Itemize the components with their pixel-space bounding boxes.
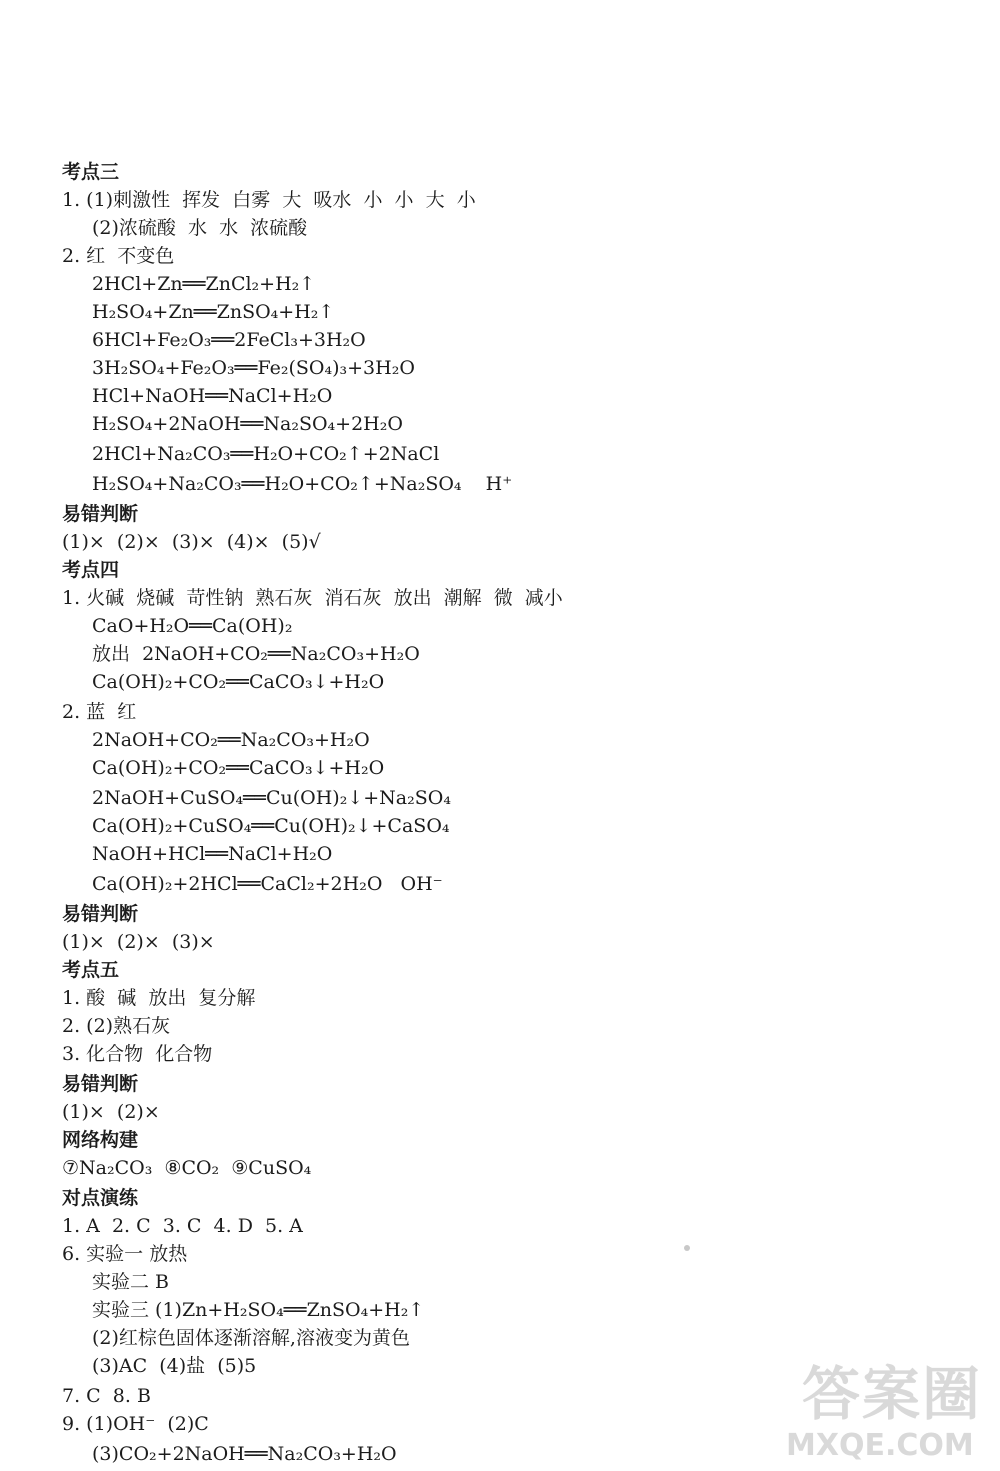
- section-heading: 考点五: [62, 959, 120, 981]
- answer-line: (2)红棕色固体逐渐溶解,溶液变为黄色: [92, 1327, 410, 1349]
- equation-line: 放出 2NaOH+CO₂══Na₂CO₃+H₂O: [92, 643, 420, 665]
- answer-line: 1. 酸 碱 放出 复分解: [62, 987, 256, 1009]
- equation-line: H₂SO₄+Na₂CO₃══H₂O+CO₂↑+Na₂SO₄ H⁺: [92, 473, 513, 495]
- answer-line: 实验二 B: [92, 1271, 170, 1293]
- watermark-url: MXQE.COM: [786, 1428, 974, 1463]
- answer-line: 实验三 (1)Zn+H₂SO₄══ZnSO₄+H₂↑: [92, 1299, 425, 1321]
- answer-line: (2)浓硫酸 水 水 浓硫酸: [92, 217, 308, 239]
- equation-line: 2NaOH+CuSO₄══Cu(OH)₂↓+Na₂SO₄: [92, 787, 451, 809]
- equation-line: CaO+H₂O══Ca(OH)₂: [92, 615, 293, 637]
- equation-line: H₂SO₄+Zn══ZnSO₄+H₂↑: [92, 301, 335, 323]
- answer-line: 1. 火碱 烧碱 苛性钠 熟石灰 消石灰 放出 潮解 微 减小: [62, 587, 563, 609]
- equation-line: NaOH+HCl══NaCl+H₂O: [92, 843, 333, 865]
- equation-line: 2HCl+Zn══ZnCl₂+H₂↑: [92, 273, 316, 295]
- answer-line: 9. (1)OH⁻ (2)C: [62, 1413, 209, 1435]
- answer-line: (1)× (2)×: [62, 1101, 160, 1123]
- answer-line: (1)× (2)× (3)× (4)× (5)√: [62, 531, 321, 553]
- answer-line: 1. A 2. C 3. C 4. D 5. A: [62, 1215, 303, 1237]
- equation-line: 2NaOH+CO₂══Na₂CO₃+H₂O: [92, 729, 370, 751]
- equation-line: 3H₂SO₄+Fe₂O₃══Fe₂(SO₄)₃+3H₂O: [92, 357, 415, 379]
- answer-line: 6. 实验一 放热: [62, 1243, 188, 1265]
- watermark-logo: [782, 1335, 982, 1465]
- equation-line: H₂SO₄+2NaOH══Na₂SO₄+2H₂O: [92, 413, 403, 435]
- equation-line: Ca(OH)₂+CO₂══CaCO₃↓+H₂O: [92, 671, 385, 693]
- section-heading: 易错判断: [62, 1073, 139, 1095]
- answer-line: 7. C 8. B: [62, 1385, 151, 1407]
- equation-line: Ca(OH)₂+CuSO₄══Cu(OH)₂↓+CaSO₄: [92, 815, 450, 837]
- section-heading: 易错判断: [62, 503, 139, 525]
- section-heading: 考点三: [62, 161, 120, 183]
- answer-line: 1. (1)刺激性 挥发 白雾 大 吸水 小 小 大 小: [62, 189, 476, 211]
- section-heading: 考点四: [62, 559, 120, 581]
- equation-line: (3)CO₂+2NaOH══Na₂CO₃+H₂O: [92, 1443, 397, 1465]
- equation-line: HCl+NaOH══NaCl+H₂O: [92, 385, 333, 407]
- section-heading: 对点演练: [62, 1187, 139, 1209]
- section-heading: 网络构建: [62, 1129, 139, 1151]
- watermark-mark: 答案圈: [802, 1360, 983, 1428]
- equation-line: Ca(OH)₂+CO₂══CaCO₃↓+H₂O: [92, 757, 385, 779]
- equation-line: 6HCl+Fe₂O₃══2FeCl₃+3H₂O: [92, 329, 366, 351]
- answer-line: 3. 化合物 化合物: [62, 1043, 213, 1065]
- answer-line: 2. 蓝 红: [62, 701, 137, 723]
- answer-line: 2. (2)熟石灰: [62, 1015, 171, 1037]
- answer-line: ⑦Na₂CO₃ ⑧CO₂ ⑨CuSO₄: [62, 1157, 312, 1179]
- answer-line: (1)× (2)× (3)×: [62, 931, 215, 953]
- equation-line: 2HCl+Na₂CO₃══H₂O+CO₂↑+2NaCl: [92, 443, 440, 465]
- equation-line: Ca(OH)₂+2HCl══CaCl₂+2H₂O OH⁻: [92, 873, 443, 895]
- scan-speck: [684, 1245, 690, 1251]
- answer-line: 2. 红 不变色: [62, 245, 175, 267]
- answer-line: (3)AC (4)盐 (5)5: [92, 1355, 257, 1377]
- section-heading: 易错判断: [62, 903, 139, 925]
